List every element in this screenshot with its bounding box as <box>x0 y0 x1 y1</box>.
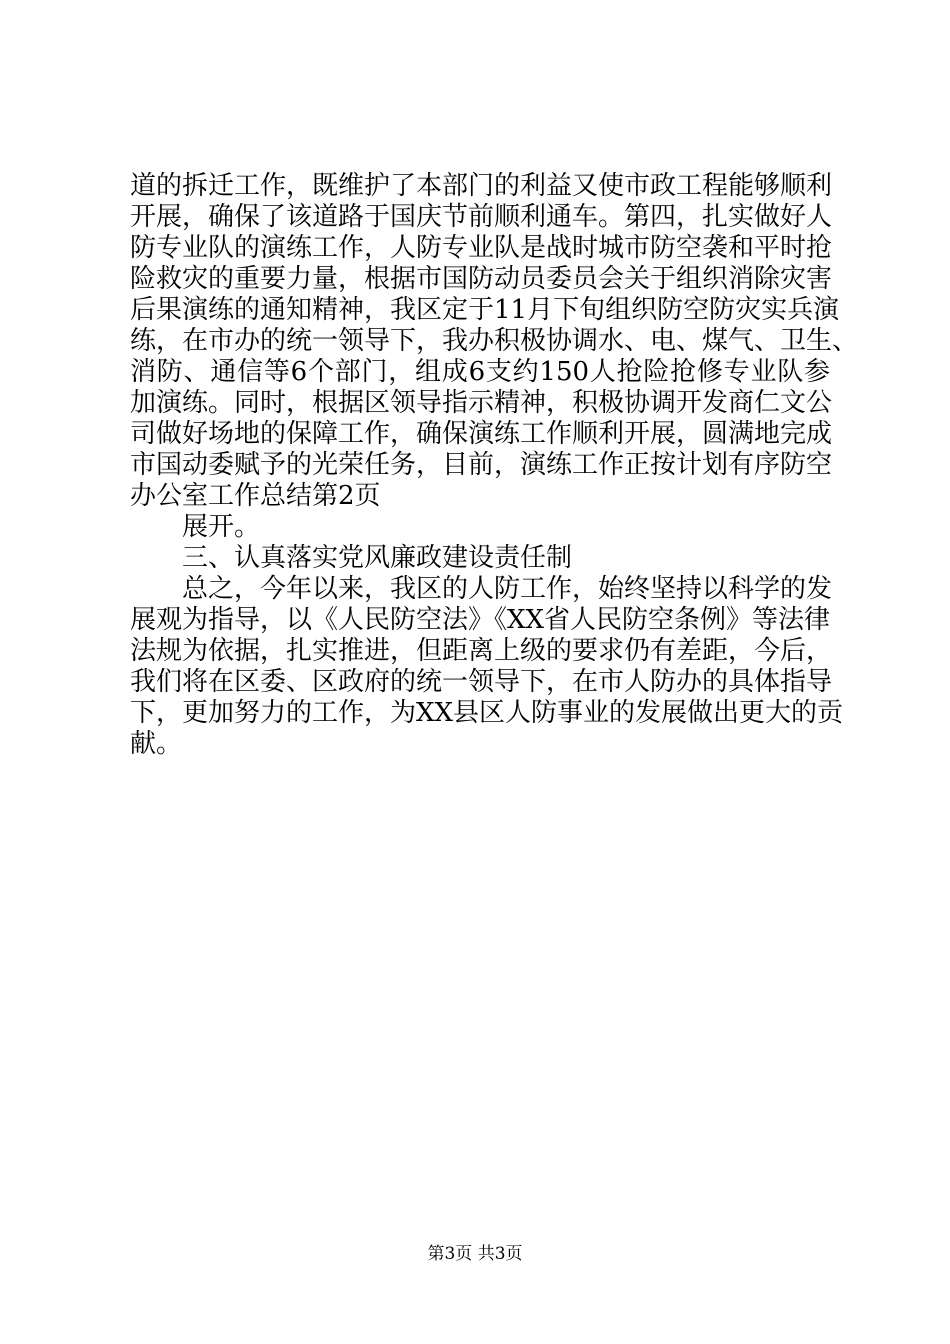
text-line: 总之，今年以来，我区的人防工作，始终坚持以科学的发 <box>182 574 833 604</box>
text-line: 开展，确保了该道路于国庆节前顺利通车。第四，扎实做好人 <box>130 202 833 232</box>
page-number: 第3页 共3页 <box>427 1244 523 1264</box>
section-heading: 三、认真落实党风廉政建设责任制 <box>182 543 573 573</box>
text-line: 防专业队的演练工作，人防专业队是战时城市防空袭和平时抢 <box>130 233 833 263</box>
text-line: 道的拆迁工作，既维护了本部门的利益又使市政工程能够顺利 <box>130 171 833 201</box>
text-line: 消防、通信等6个部门，组成6支约150人抢险抢修专业队参 <box>130 357 830 387</box>
text-line: 我们将在区委、区政府的统一领导下，在市人防办的具体指导 <box>130 667 833 697</box>
text-line: 险救灾的重要力量，根据市国防动员委员会关于组织消除灾害 <box>130 264 833 294</box>
text-line: 市国动委赋予的光荣任务，目前，演练工作正按计划有序防空 <box>130 450 833 480</box>
text-line: 献。 <box>130 729 183 759</box>
text-line: 后果演练的通知精神，我区定于11月下旬组织防空防灾实兵演 <box>130 295 840 325</box>
text-line: 练，在市办的统一领导下，我办积极协调水、电、煤气、卫生、 <box>130 326 859 356</box>
text-line: 下，更加努力的工作，为XX县区人防事业的发展做出更大的贡 <box>130 698 844 728</box>
text-line: 展观为指导，以《人民防空法》《XX省人民防空条例》等法律 <box>130 605 831 635</box>
text-line: 加演练。同时，根据区领导指示精神，积极协调开发商仁文公 <box>130 388 833 418</box>
text-line: 司做好场地的保障工作，确保演练工作顺利开展，圆满地完成 <box>130 419 833 449</box>
text-line: 法规为依据，扎实推进，但距离上级的要求仍有差距，今后， <box>130 636 833 666</box>
document-body <box>130 171 859 760</box>
text-line: 办公室工作总结第2页 <box>130 481 381 511</box>
page-footer <box>0 1243 950 1265</box>
text-line: 展开。 <box>182 512 261 542</box>
